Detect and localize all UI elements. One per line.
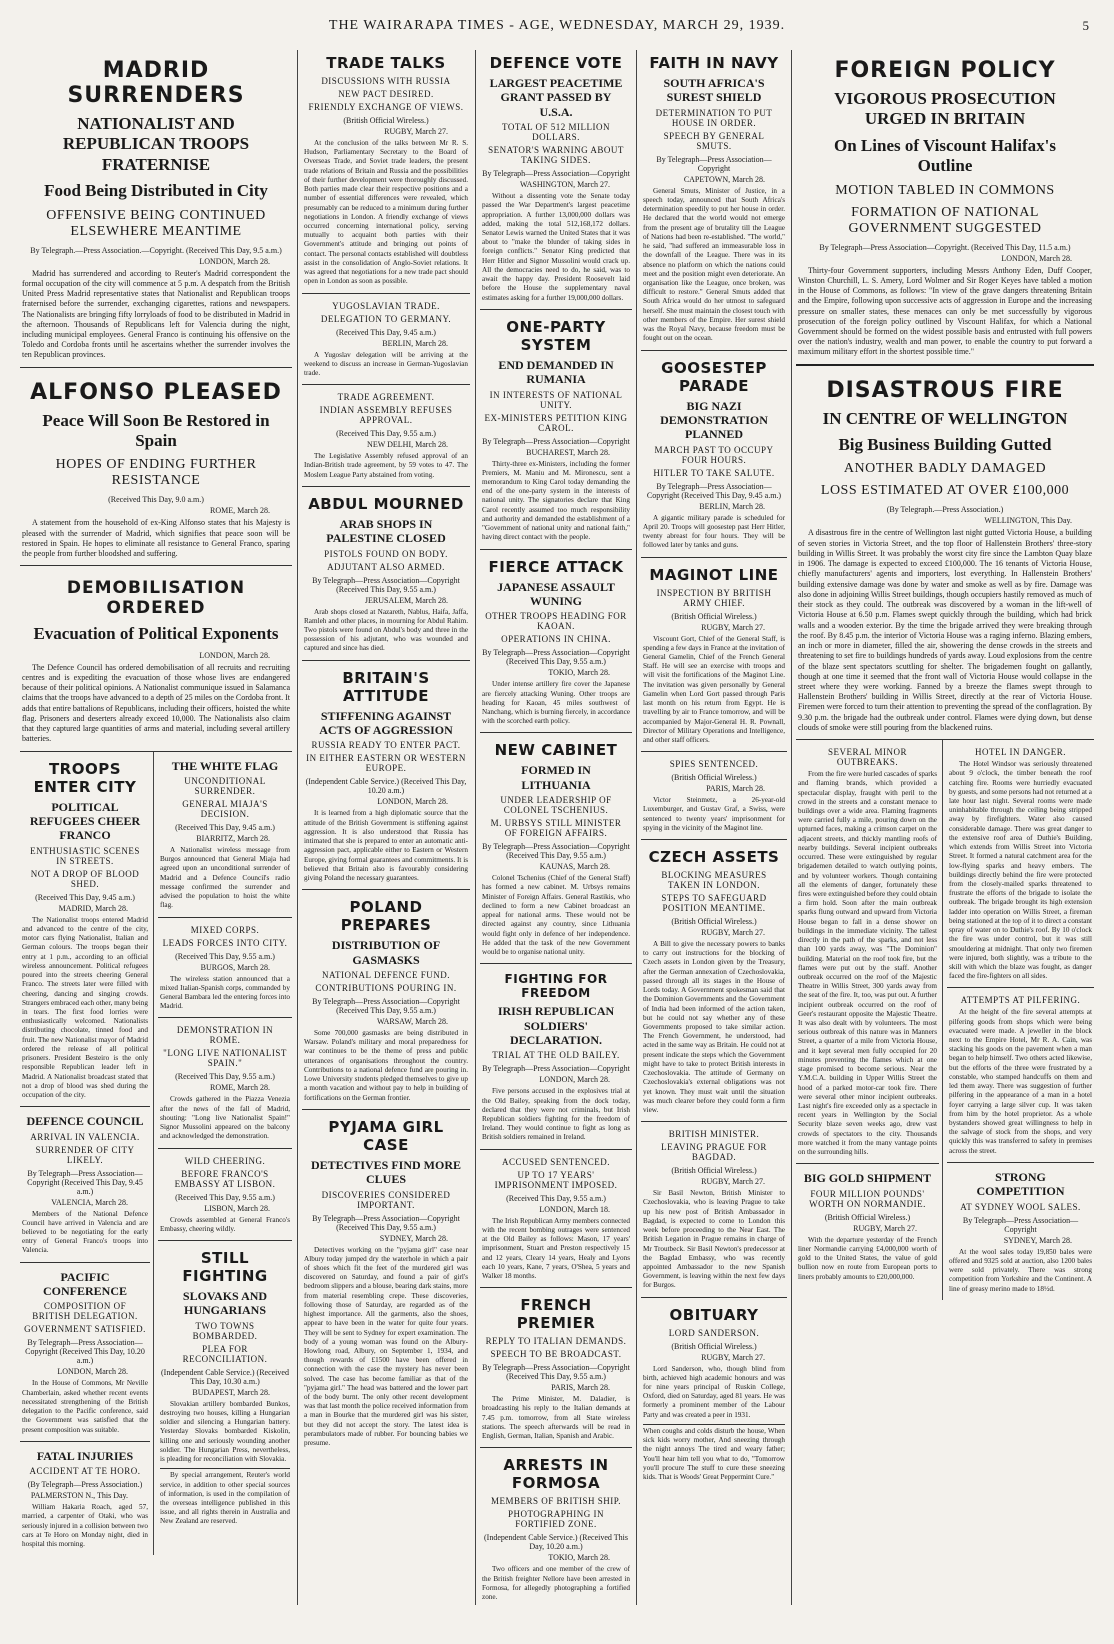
wire-credit: By Telegraph—Press Association—Copyright (Received This Day, 9.55 a.m.) [482, 1363, 630, 1382]
article-body: Crowds assembled at General Franco's Embassy, cheering wildly. [160, 1215, 290, 1233]
deck: YUGOSLAVIAN TRADE. [332, 300, 440, 311]
dateline: WELLINGTON, This Day. [984, 516, 1072, 526]
article-hotel-in-danger [947, 740, 1094, 987]
article-fighting-for-freedom [480, 963, 632, 1148]
wire-credit: By Telegraph—Press Association—Copyright (Received This Day, 10.20 a.m.) [25, 1338, 145, 1366]
headline: ABDUL MOURNED [308, 494, 464, 513]
sub-column-left [20, 752, 154, 1556]
deck: ANOTHER BADLY DAMAGED [843, 461, 1047, 477]
article-maginot-line [641, 557, 787, 752]
article-body: William Hakaria Roach, aged 57, married, a carpenter of Otaki, who was seriously injured in a collision between two cars at Te Horo on Monday night, died in hospital this morning. [22, 1503, 148, 1549]
sub-column-right [943, 740, 1094, 1300]
dateline: BIARRITZ, March 28. [196, 834, 270, 844]
headline: FAITH IN NAVY [649, 54, 779, 72]
subheadline: IRISH REPUBLICAN SOLDIERS' DECLARATION. [497, 1004, 615, 1047]
wire-credit: (Received This Day, 9.55 a.m.) [336, 429, 436, 439]
deck: MARCH PAST TO OCCUPY FOUR HOURS. [654, 444, 774, 465]
article-still-fighting [158, 1240, 292, 1533]
article-body: A gigantic military parade is scheduled for April 20. Troops will goosestep past Herr Hitler, twenty abreast for four hours. They will be followed later by tanks and guns. [643, 513, 785, 550]
headline: OBITUARY [669, 1305, 759, 1324]
deck: ATTEMPTS AT PILFERING. [960, 995, 1081, 1006]
wire-credit: By Telegraph—Press Association—Copyright. (Received This Day, 11.5 a.m.) [819, 242, 1071, 252]
article-arrests-formosa [480, 1447, 632, 1608]
headline: STILL FIGHTING [182, 1248, 268, 1285]
wire-credit: (Received This Day, 9.45 a.m.) [336, 327, 436, 337]
article-body: General Smuts, Minister of Justice, in a speech today, announced that South Africa's determination speedily to put her house in order. He declared that the world would not emerge from the present age of brutality till the League of Nations had been re-established. "The world," he said, "had suffered an immeasurable loss in the downfall of the League. There was in its absence no platform on which the nations could meet and the position might even deteriorate. An organisation like the League, once broken, was difficult to restore." General Smuts added that South Africa would do her utmost to safeguard herself. She must maintain the closest touch with other members of the Empire. Her surest shield was the Royal Navy, because freedom must be fought out on the ocean. [643, 186, 785, 343]
subheadline: SLOVAKS AND HUNGARIANS [182, 1288, 268, 1318]
deck: RUSSIA READY TO ENTER PACT. [311, 740, 461, 751]
deck: ACCIDENT AT TE HORO. [29, 1466, 141, 1477]
dateline: NEW DELHI, March 28. [367, 440, 448, 450]
wire-credit: (Independent Cable Service.) (Received This Day, 10.20 a.m.) [483, 1533, 629, 1552]
article-body: The wireless station announced that a mixed Italian-Spanish corps, commanded by General Bambara led the entering forces into Madrid. [160, 974, 290, 1011]
article-body: Some 700,000 gasmasks are being distributed in Warsaw. Poland's military and moral preparedness for war continues to be the theme of press and public utterances of organisations throughout the country. Contributions to a national defence fund are pouring in. Lowe University students pledged themselves to give up a month vacation and without pay to help in building of fortifications on the German frontier. [304, 1029, 468, 1102]
wire-credit: (British Official Wireless.) [671, 917, 757, 927]
headline: FOREIGN POLICY [834, 58, 1056, 83]
headline: NEW CABINET [494, 741, 618, 760]
article-french-premier [480, 1287, 632, 1447]
headline: MAGINOT LINE [649, 565, 779, 584]
article-body: Members of the National Defence Council have arrived in Valencia and are believed to be negotiating for the early entry of General Franco's troops into Valencia. [22, 1209, 148, 1255]
column-rule [636, 50, 637, 1605]
wire-credit: (Received This Day, 9.55 a.m.) [175, 1072, 275, 1082]
article-accused-sentenced [480, 1149, 632, 1288]
deck: FRIENDLY EXCHANGE OF VIEWS. [308, 102, 464, 112]
subheadline: ARAB SHOPS IN PALESTINE CLOSED [326, 516, 446, 546]
headline: CZECH ASSETS [648, 848, 780, 867]
headline: TROOPS ENTER CITY [33, 759, 137, 796]
deck: UNCONDITIONAL SURRENDER. [184, 776, 266, 797]
column-rule [791, 50, 792, 1605]
wire-credit: By Telegraph.—Press Association.—Copyright. (Received This Day, 9.5 a.m.) [30, 245, 282, 255]
article-britains-attitude [302, 660, 470, 890]
deck: DISCUSSIONS WITH RUSSIA [321, 76, 451, 86]
article-trade-talks [302, 46, 470, 293]
column-rule [475, 50, 476, 1605]
dateline: LONDON, March 18. [539, 1204, 610, 1214]
deck: ADJUTANT ALSO ARMED. [327, 561, 445, 572]
headline: DISASTROUS FIRE [826, 377, 1064, 403]
column-4 [641, 46, 787, 1626]
article-body: A Yugoslav delegation will be arriving at the weekend to discuss an increase in German-Yugoslavian trade. [304, 350, 468, 377]
subheadline: DISTRIBUTION OF GASMASKS [331, 938, 441, 967]
article-mixed-corps [158, 917, 292, 1018]
dateline: RUGBY, March 27. [701, 622, 765, 632]
article-body: With the departure yesterday of the French liner Normandie carrying £4,000,000 worth of gold to the United States, the value of gold bullion now en route from European ports to liners probably amounts to £20,000,000. [798, 1235, 937, 1281]
wire-credit: By Telegraph—Press Association—Copyright (Received This Day, 9.55 a.m.) [312, 997, 460, 1015]
article-body: In the House of Commons, Mr Neville Chamberlain, asked whether recent events necessitated strengthening of the British delegation to the Pacific conference, said the Government was satisfied that the present composition was suitable. [22, 1379, 148, 1434]
article-new-cabinet [480, 732, 632, 963]
article-body: Five persons accused in the explosives trial at the Old Bailey, speaking from the dock today, declared that they were not criminals, but Irish Republican soldiers fighting for the freedom of Ireland. They would continue to fight as long as British soldiers remained in Ireland. [482, 1087, 630, 1142]
article-demonstration-rome [158, 1017, 292, 1147]
article-body: Under intense artillery fire cover the Japanese are fiercely attacking Wuning. Other troops are heading for Kaoan, 45 miles southwest of Nanchang, which is burning fiercely, in accordance with the scorched earth policy. [482, 680, 630, 726]
subheadline: On Lines of Viscount Halifax's Outline [834, 135, 1056, 176]
article-body: Colonel Tschenius (Chief of the General Staff) has formed a new cabinet. M. Urbsys remains Minister of Foreign Affairs. General Rastikis, who declined to form a new Cabinet broadcast an appeal for national arms. These would not be directed against any country, since Lithuania would fight only in defence of her independence. He added that the task of the new Government would be to organise national unity. [482, 874, 630, 956]
article-body: Arab shops closed at Nazareth, Nablus, Haifa, Jaffa, Ramleh and other places, in mourning for Abdul Rahim. Two pistols were found on Abdul's body and three in the possession of his adjutant, who was wounded and captured and since has died. [304, 607, 468, 653]
deck: TWO TOWNS BOMBARDED. [192, 1320, 258, 1341]
deck: DETERMINATION TO PUT HOUSE IN ORDER. [655, 107, 773, 128]
wire-credit: By Telegraph—Press Association—Copyright [656, 154, 772, 173]
dateline: SYDNEY, March 28. [379, 1233, 448, 1243]
wire-credit: (British Official Wireless.) [671, 1166, 757, 1176]
deck: IN INTERESTS OF NATIONAL UNITY. [489, 389, 623, 410]
article-body: Thirty-three ex-Ministers, including the former Premiers, M. Maniu and M. Mironescu, sent a memorandum to King Carol today demanding the end of the one-party system in the interests of national unity. The signatories declare that King Carol recently assumed too much responsibility and authority and demanded the establishment of a "Government of national unity and national faith," having direct contact with the people. [482, 459, 630, 542]
column-1 [20, 46, 292, 1626]
wire-credit: (British Official Wireless.) [671, 773, 757, 783]
article-pyjama-girl-case [302, 1109, 470, 1455]
article-body: At the wool sales today 19,850 bales were offered and 9325 sold at auction, also 1200 bales were sold privately. There was strong competition from Yorkshire and the Continent. A line of greasy merino made to 18½d. [949, 1247, 1092, 1293]
deck: AT SYDNEY WOOL SALES. [960, 1201, 1081, 1212]
dateline: KAUNAS, March 28. [539, 862, 610, 872]
deck: PHOTOGRAPHING IN FORTIFIED ZONE. [507, 1509, 605, 1530]
deck: LOSS ESTIMATED AT OVER £100,000 [820, 483, 1070, 499]
dateline: RUGBY, March 27. [384, 127, 448, 136]
article-body: Slovakian artillery bombarded Bunkos, destroying two houses, killing a Hungarian soldier and silencing a Hungarian battery. Yesterday Slovaks bombarded Kiskolin, killing one and seriously wounding another soldier. The Hungarian Press, nevertheless, is pleading for reconciliation with Slovakia. [160, 1399, 290, 1464]
article-body: The Prime Minister, M. Daladier, is broadcasting his reply to the Italian demands at 7.45 p.m. tomorrow, from all State wireless stations. The speech afterwards will be read in English, German, Italian, Spanish and Arabic. [482, 1395, 630, 1441]
article-body: The Irish Republican Army members connected with the recent bombing outrages were sentenced at the Old Bailey as follows: Mason, 17 years' imprisonment, Stuart and Preston respectively 15 and 12 years, Cleary 14 years, Healy and Lyons each 10 years, Kane, 7 years, O'Shea, 5 years and Walker 18 months. [482, 1216, 630, 1280]
wire-credit: (British Official Wireless.) [824, 1212, 911, 1222]
deck: TOTAL OF 512 MILLION DOLLARS. [501, 122, 611, 143]
dateline: ROME, March 28. [210, 1083, 270, 1093]
deck: BEFORE FRANCO'S EMBASSY AT LISBON. [174, 1168, 276, 1189]
column-5 [796, 46, 1094, 1626]
headline: BIG GOLD SHIPMENT [803, 1171, 932, 1186]
headline: PACIFIC CONFERENCE [42, 1269, 127, 1299]
sub-column-right [154, 752, 292, 1556]
dateline: RUGBY, March 27. [853, 1223, 917, 1233]
dateline: SYDNEY, March 28. [1003, 1235, 1072, 1245]
dateline: RUGBY, March 27. [701, 1352, 765, 1362]
subheadline: STIFFENING AGAINST ACTS OF AGGRESSION [319, 708, 453, 738]
dateline: PARIS, March 28. [551, 1383, 610, 1393]
subheadline: Big Business Building Gutted [838, 435, 1052, 455]
subheadline: DETECTIVES FIND MORE CLUES [310, 1157, 462, 1187]
masthead [20, 18, 1094, 44]
dateline: LONDON, March 28. [199, 256, 270, 266]
sub-column-left [796, 740, 943, 1300]
copyright-note: By special arrangement, Reuter's world service, in addition to other special sources of information, is used in the compilation of the overseas intelligence published in this issue, and all rights therein in Australia and New Zealand are reserved. [160, 1468, 290, 1526]
article-body: The Legislative Assembly refused approval of an Indian-British trade agreement, by 59 votes to 47. The Moslem League Party abstained from voting. [304, 452, 468, 479]
deck: MEMBERS OF BRITISH SHIP. [490, 1496, 622, 1507]
dateline: JERUSALEM, March 28. [364, 595, 448, 605]
article-one-party-system [480, 309, 632, 549]
wire-credit: (British Official Wireless.) [671, 1341, 757, 1351]
wire-credit: By Telegraph—Press Association—Copyright (Received This Day, 9.45 a.m.) [646, 481, 782, 500]
wire-credit: (Independent Cable Service.) (Received This Day, 10.20 a.m.) [305, 777, 467, 796]
article-poland-prepares [302, 889, 470, 1109]
article-body: At the height of the fire several attempts at pilfering goods from shops which were being evacuated were made. A jeweller in the block next to the Empire Hotel, Mr R. A. Cain, was stacking his goods on the pavement when a man began to help himself. Two others acted likewise, but the efforts of the three were frustrated by a constable, who stamped handcuffs on them and led them away. There was suggestion of further pilfering in the appearance of a man in a hotel foyer carrying a large silver cup. It was taken from him by the hotel proprietor. As a whole bystanders showed great willingness to help in the salvage of stock from the shops, and very quickly this was transferred to safety in premises across the street. [949, 1008, 1092, 1155]
dateline: VALENCIA, March 28. [51, 1197, 128, 1207]
deck: OPERATIONS IN CHINA. [501, 634, 611, 645]
headline: POLAND PREPARES [340, 898, 432, 935]
deck: REPLY TO ITALIAN DEMANDS. [485, 1336, 627, 1347]
deck: GOVERNMENT SATISFIED. [24, 1324, 146, 1335]
dateline: LONDON, March 28. [1001, 253, 1072, 263]
wire-credit: By Telegraph—Press Association—Copyright [962, 1215, 1079, 1234]
wire-credit: (By Telegraph.—Press Association.) [886, 505, 1004, 515]
subheadline: JAPANESE ASSAULT WUNING [497, 579, 615, 608]
article-minor-outbreaks [796, 740, 939, 1163]
headline: DEFENCE VOTE [489, 54, 623, 72]
deck: EX-MINISTERS PETITION KING CAROL. [484, 412, 628, 433]
article-czech-assets [641, 839, 787, 1121]
masthead-title: THE WAIRARAPA TIMES - AGE, WEDNESDAY, MARCH 29, 1939. [328, 18, 786, 33]
deck: SPIES SENTENCED. [669, 759, 759, 770]
wire-credit: (Received This Day, 9.55 a.m.) [506, 1193, 606, 1203]
article-defence-vote [480, 46, 632, 309]
wire-credit: (British Official Wireless.) [343, 116, 429, 125]
subheadline: NATIONALIST AND REPUBLICAN TROOPS FRATERNISE [62, 114, 250, 174]
dateline: ROME, March 28. [210, 506, 270, 516]
advertisement-verse: When coughs and colds disturb the house, When sick kids worry mother, And sneezing through the night annoys The tired and weary father; You'll hear him tell you what to do, "Tomorrow you'll procure The stuff to cure these sneezing kids. That is Woods' Great Peppermint Cure." [643, 1424, 785, 1482]
deck: LORD SANDERSON. [668, 1327, 760, 1338]
dateline: BERLIN, March 28. [699, 501, 765, 511]
headline: FIGHTING FOR FREEDOM [504, 972, 608, 1001]
dateline: TOKIO, March 28. [548, 668, 610, 678]
deck: MOTION TABLED IN COMMONS [835, 182, 1055, 198]
deck: HITLER TO TAKE SALUTE. [653, 467, 775, 478]
article-body: It is learned from a high diplomatic source that the attitude of the British Government is stiffening against aggression. It is also understood that Russia has intimated that she is prepared to enter an automatic anti-aggression pact, applicable either to Eastern or Western Europe, giving formal guarantees and commitments. It is believed that Britain also is favourably considering giving Poland the necessary guarantees. [304, 809, 468, 882]
dateline: BERLIN, March 28. [382, 338, 448, 348]
dateline: BUDAPEST, March 28. [192, 1387, 270, 1397]
subheadline: SOUTH AFRICA'S SUREST SHIELD [663, 76, 765, 105]
article-body: The Nationalist troops entered Madrid and advanced to the centre of the city, motor cars flying Nationalist, Italian and German colours. The troops began their entry at 1 p.m., according to an official wireless announcement. Political refugees poured into the streets cheering General Franco. The streets later were filled with cheering, dancing and singing crowds. Strangers embraced each other, many being in tears. The first food lorries were enthusiastically welcomed. Nationalists distributing chocolate, tinned food and fruit. The new Nationalist mayor of Madrid ordered the release of all political prisoners. President Besteiro is the only responsible Republican leader left in Madrid. A Nationalist broadcast stated that not a drop of blood was shed during the occupation of the city. [22, 915, 148, 1099]
deck: SEVERAL MINOR OUTBREAKS. [828, 747, 907, 768]
article-body: Viscount Gort, Chief of the General Staff, is spending a few days in France at the invitation of General Gamelin, Chief of the French General Staff. He will see an exercise with troops and will visit the fortifications of the Maginot Line. The invitation was given personally by General Gamelin when Lord Gort passed through Paris last month on his return from Egypt. He is travelling by air to France tomorrow, and will be accompanied by Major-General H. R. Pownall, Director of Military Operations and Intelligence, and other staff officers. [643, 634, 785, 744]
deck: PISTOLS FOUND ON BODY. [324, 548, 448, 559]
deck: "LONG LIVE NATIONALIST SPAIN." [163, 1048, 287, 1069]
dateline: LONDON, March 28. [57, 1367, 128, 1377]
wire-credit: (Received This Day, 9.0 a.m.) [108, 495, 204, 505]
article-body: A Bill to give the necessary powers to banks to carry out instructions for the blocking of Czech assets in London given by the Treasury, after the German annexation of Czechoslovakia, passed through all its stages in the House of Lords today. A Government spokesman said that the Dominion Governments and the Government of India had been informed of the action taken, but he could not say whether any of these Governments proposed to take similar action. The French Government, he understood, had acted in the same way as Britain. He could not at present indicate the steps which the Government might have to take to protect British interests in Czechoslovakia. The attitude of Germany on Czechoslovakia's external obligations was not yet known. They must wait until the situation was much clearer before they could form a firm view. [643, 940, 785, 1114]
wire-credit: By Telegraph—Press Association—Copyright (Received This Day, 9.55 a.m.) [312, 1213, 460, 1232]
dateline: BURGOS, March 28. [200, 962, 270, 972]
wire-credit: (British Official Wireless.) [671, 611, 757, 621]
subheadline: FORMED IN LITHUANIA [521, 763, 591, 792]
headline: STRONG COMPETITION [976, 1169, 1065, 1199]
headline: ALFONSO PLEASED [30, 379, 282, 405]
article-white-flag [158, 752, 292, 917]
deck: DEMONSTRATION IN ROME. [176, 1025, 274, 1046]
headline: ONE-PARTY SYSTEM [506, 317, 606, 354]
article-pacific-conference [20, 1262, 150, 1441]
article-body: Lord Sanderson, who, though blind from birth, achieved high academic honours and was for nine years principal of Ruskin College, Oxford, died on Saturday, aged 81 years. He was formerly a prominent member of the Labour Party and was created a peer in 1931. [643, 1364, 785, 1419]
wire-credit: By Telegraph—Press Association—Copyright (Received This Day, 9.55 a.m.) [482, 842, 630, 861]
dateline: LONDON, March 28. [199, 650, 270, 660]
article-fierce-attack [480, 549, 632, 733]
deck: ENTHUSIASTIC SCENES IN STREETS. [30, 845, 140, 866]
deck: DISCOVERIES CONSIDERED IMPORTANT. [321, 1189, 451, 1210]
wire-credit: (Received This Day, 9.55 a.m.) [175, 951, 275, 961]
deck: DELEGATION TO GERMANY. [320, 313, 452, 324]
deck: HOPES OF ENDING FURTHER RESISTANCE [55, 457, 257, 489]
deck: IN EITHER EASTERN OR WESTERN EUROPE. [306, 753, 466, 774]
dateline: LONDON, March 28. [377, 797, 448, 807]
deck: OTHER TROOPS HEADING FOR KAOAN. [485, 611, 627, 632]
column-rule [297, 50, 298, 1605]
wire-credit: By Telegraph—Press Association—Copyright (Received This Day, 9.55 a.m.) [312, 575, 460, 594]
article-body: Crowds gathered in the Piazza Venezia after the news of the fall of Madrid, shouting: "Long live Nationalist Spain!" Signor Mussolini appeared on the balcony and acknowledged the demonstration. [160, 1095, 290, 1141]
article-body: Madrid has surrendered and according to Reuter's Madrid correspondent the formal occupation of the city will commence at 5 p.m. A despatch from the British United Press Madrid representative states that Nationalist and Republican troops fraternised before the surrender, exchanging cigarettes, rations and newspapers. The Nationalists are bringing fifty lorryloads of food to be distributed in Madrid in the afternoon. Thousands of Republicans left for Valencia during the night, including municipal employees. General Franco is continuing his offensive on the Toledo and Cordoba fronts until he ascertains whether the surrender involves the ten Republican provinces. [22, 268, 290, 360]
headline: BRITAIN'S ATTITUDE [342, 668, 430, 705]
article-faith-in-navy [641, 46, 787, 350]
subheadline: BIG NAZI DEMONSTRATION PLANNED [660, 398, 768, 442]
deck: MIXED CORPS. [190, 924, 260, 935]
subheadline: VIGOROUS PROSECUTION URGED IN BRITAIN [834, 89, 1056, 129]
deck: TRADE AGREEMENT. [337, 392, 435, 403]
headline: FATAL INJURIES [36, 1448, 134, 1463]
article-madrid-surrenders [20, 46, 292, 367]
dateline: WARSAW, March 28. [376, 1017, 448, 1026]
deck: BLOCKING MEASURES TAKEN IN LONDON. [661, 870, 767, 891]
deck: TRIAL AT THE OLD BAILEY. [492, 1050, 620, 1061]
deck: NOT A DROP OF BLOOD SHED. [30, 868, 140, 889]
deck: STEPS TO SAFEGUARD POSITION MEANTIME. [661, 893, 767, 914]
deck: LEADS FORCES INTO CITY. [162, 937, 288, 948]
deck: SENATOR'S WARNING ABOUT TAKING SIDES. [488, 145, 624, 166]
article-demobilisation [20, 565, 292, 750]
deck: ACCUSED SENTENCED. [501, 1156, 610, 1167]
dateline: CAPETOWN, March 28. [683, 174, 765, 184]
deck: WILD CHEERING. [184, 1155, 266, 1166]
deck: CONTRIBUTIONS POURING IN. [315, 983, 457, 993]
dateline: MADRID, March 28. [58, 903, 128, 913]
article-fatal-injuries [20, 1441, 150, 1555]
subheadline: LARGEST PEACETIME GRANT PASSED BY U.S.A. [489, 76, 623, 119]
dateline: PALMERSTON N., This Day. [30, 1491, 128, 1501]
deck: INSPECTION BY BRITISH ARMY CHIEF. [656, 587, 772, 608]
article-british-minister [641, 1121, 787, 1296]
article-troops-enter-city [20, 752, 150, 1107]
column-3 [480, 46, 632, 1626]
subheadline: Evacuation of Political Exponents [33, 624, 279, 644]
article-body: The Defence Council has ordered demobilisation of all recruits and recruiting centres and is expediting the evacuation of those whose lives are endangered because of their political opinions. A Nationalist communique issued in Salamanca claims that the troops have advanced to a depth of 25 miles on the Cordoba front. It adds that entire battalions of Republicans, including their officers, hoisted the white flag. Prisoners and deserters already exceed 10,000. The Nationalists also claim that they captured large quantities of arms and material, including several artillery batteries. [22, 662, 291, 744]
subheadline: IN CENTRE OF WELLINGTON [822, 408, 1068, 428]
article-obituary [641, 1297, 787, 1489]
article-body: Victor Steinmetz, a 26-year-old Luxemburger, and Gustav Graf, a Swiss, were sentenced to twenty years' imprisonment for spying in the vicinity of the Maginot line. [643, 796, 785, 832]
headline: FRENCH PREMIER [516, 1296, 596, 1333]
article-body: A disastrous fire in the centre of Wellington last night gutted Victoria House, a building of seven stories in Victoria Street, and the top floor of Hallenstein Brothers' three-story building in Willis Street. It was probably the worst city fire since the Lambton Quay blaze in 1906. The damage is expected to exceed £100,000. The 16 tenants of Victoria House, chiefly manufacturers' agents and importers, lost everything. In Hallenstein Brothers' building extensive damage was done by water and smoke as well as by fire. Damage was also done in adjoining Willis Street buildings, though occupiers hastily removed as much of their stock as they could. The outbreak was discovered by a woman in the lift-well of Victoria House at 6.50 p.m. Flames swept quickly through the building, which had brick walls and a wooden exterior. By the time the brigade arrived they were breaking through the roof. By 8.45 p.m. the interior of Victoria House was a raging inferno. Blazing embers, an inch or more in diameter, filled the air, showering the dense crowds in the streets and threatening to set fire to buildings hundreds of yards away. Loud explosions from the centre of the blaze sent spectators scuttling for shelter. The brigademen fought on gallantly, though at one time it seemed that the front wall of Victoria House would collapse in the street where they were working. Fanned by a breeze the flames swept through to Hallenstein Brothers' building in Willis Street, directly at the rear of Victoria House. Firemen were forced to turn their attention to preventing the spread of the conflagration. By 9.30 p.m. the brigade had the outbreak under control. Flames were dying down, but dense clouds of smoke were still pouring from the blackened ruins. [798, 528, 1092, 732]
wire-credit: By Telegraph—Press Association—Copyright [482, 436, 630, 446]
wire-credit: By Telegraph—Press Association—Copyright (Received This Day, 9.45 a.m.) [27, 1168, 143, 1196]
deck: UP TO 17 YEARS' IMPRISONMENT IMPOSED. [494, 1169, 618, 1190]
page-number: 5 [1082, 18, 1090, 33]
article-body: The Hotel Windsor was seriously threatened about 9 o'clock, the timber beneath the roof catching fire. Rooms were hurriedly evacuated by guests, and some persons had not returned at a late hour last night. Several rooms were made uninhabitable through the ceiling being stripped away by firefighters. Water also caused considerable damage. There was great danger to the extensive roof area of Duthie's Building, which extends from Willis Street into Victoria Street. It formed a natural catchment area for the low-flying sparks and heavy embers. The buildings directly behind the fire were protected from the closely-mailed sparks threatened to frustrate the efforts of the brigade to isolate the outbreak. The brigade brought its high extension ladder into operation on Willis Street, a fireman being stationed at the top of it to direct a constant spray of water on to Duthie's roof. By 10 o'clock the fire was under control, but it was still smouldering at midnight. That only two firemen were injured, both slightly, was a tribute to the skill with which the blaze was fought, as danger faced the fire-fighters on all sides. [949, 760, 1092, 981]
dateline: LONDON, March 28. [539, 1075, 610, 1085]
wire-credit: (By Telegraph—Press Association.) [27, 1480, 143, 1490]
deck: OFFENSIVE BEING CONTINUED ELSEWHERE MEANTIME [46, 207, 266, 239]
headline: MADRID SURRENDERS [67, 58, 245, 108]
deck: FORMATION OF NATIONAL GOVERNMENT SUGGESTED [848, 204, 1042, 236]
dateline: WASHINGTON, March 27. [519, 180, 610, 190]
article-body: Sir Basil Newton, British Minister to Czechoslovakia, who is leaving Prague to take up his new post of British Ambassador in Bagdad, is expected to come to London this week before proceeding to the Near East. The British Legation in Prague remains in charge of Mr Troutbeck. Sir Basil Newton's predecessor at the Bagdad Embassy, who was recently appointed Ambassador to the new Spanish Government, is leaving within the next few days for Burgos. [643, 1189, 785, 1290]
article-spies-sentenced [641, 751, 787, 839]
wire-credit: (Received This Day, 9.55 a.m.) [175, 1192, 275, 1202]
article-body: A statement from the household of ex-King Alfonso states that his Majesty is pleased with the surrender of Madrid, which signifies that peace soon will be restored in Spain. He hopes to eliminate all resistance to General Franco, sparing the people from further bloodshed and suffering. [22, 518, 290, 559]
deck: HOTEL IN DANGER. [975, 747, 1066, 758]
deck: UNDER LEADERSHIP OF COLONEL TSCHENIUS. [500, 795, 612, 816]
article-goosestep-parade [641, 350, 787, 557]
dateline: TOKIO, March 28. [548, 1553, 610, 1563]
wire-credit: (Received This Day, 9.45 a.m.) [175, 823, 275, 833]
deck: LEAVING PRAGUE FOR BAGDAD. [661, 1142, 767, 1163]
article-body: A Nationalist wireless message from Burgos announced that General Miaja had agreed upon an unconditional surrender of Madrid and a Defence Council's radio message confirmed the surrender and advised the population to hoist the white flag. [160, 846, 290, 910]
article-body: From the fire were hurled cascades of sparks and flaming brands, which provided a spectacular display, fraught with peril to the crowd in the streets and a constant menace to buildings over a wide area. Flaming fragments were carried fully a mile, pouring down on the upturned faces, making a crimson carpet on the adjacent streets, and thickly mantling roofs of nearby buildings. Several incipient outbreaks occurred. These were extinguished by regular brigademen detailed to watch outlying points, and by volunteer workers. Though containing all the elements of danger, fortunately these fires were extinguished before they could obtain a firm hold. Soon after the main outbreak sparks flung outward and upward from Victoria House began to fall in a dense shower on buildings in the immediate vicinity. The tallest directly in the path of the sparks, and not less than 100 yards away, was "The Dominion" building. Material on the roof took fire, but the flames were put out by the staff. Another outbreak occurred on the roof of the Majestic Theatre in Willis Street, 300 yards away from the seat of the fire. It, too, was put out. A further incipient outbreak occurred on the roof of Geer's restaurant opposite the Majestic Theatre. It was also dealt with by volunteers. The most serious outbreak of this nature was in Manners Street, a quarter of a mile from Victoria House, and it kept several men fully occupied for 20 minutes preventing the flames which at one stage promised to become serious. Near the Y.M.C.A. building in Upper Willis Street the hood of a parked motor-car took fire. There were several other minor incipient outbreaks. Last night's fire exceeded only as a spectacle in recent years in Wellington by the Social Security blaze seven weeks ago, drew vast crowds of spectators to the city. Thousands more watched it from the many vantage points on the surrounding hills. [798, 770, 937, 1157]
dateline: LISBON, March 28. [204, 1203, 270, 1213]
article-body: At the conclusion of the talks between Mr R. S. Hudson, Parliamentary Secretary to the Board of Overseas Trade, and Soviet trade leaders, the present trade relations of Britain and Russia and the possibilities of their further development were thoroughly discussed. Both parties made clear their respective positions and a number of essential differences were revealed, which presumably can be reduced to a minimum during further negotiations in London. A friendly exchange of views occurred concerning international policy, serving mutually to acquaint both parties with their Government's attitude and bringing out points of contact. The personal contacts established will doubtless assist in the consolidation of Anglo-Soviet relations. It was agreed that negotiations for a new trade pact should open in London as soon as possible. [304, 139, 468, 286]
article-disastrous-fire [796, 364, 1094, 739]
subheadline: POLITICAL REFUGEES CHEER FRANCO [29, 799, 141, 843]
deck: FOUR MILLION POUNDS' WORTH ON NORMANDIE. [809, 1188, 926, 1209]
wire-credit: (Independent Cable Service.) (Received This Day, 10.30 a.m.) [161, 1367, 289, 1386]
wire-credit: (Received This Day, 9.45 a.m.) [35, 892, 135, 902]
article-yugoslavian-trade [302, 293, 470, 385]
wire-credit: By Telegraph—Press Association—Copyright [482, 169, 630, 179]
article-body: Detectives working on the "pyjama girl" case near Albury today jumped dry the waterhole in which a pair of shoes which fit the feet of the murdered girl was discovered on Saturday, and found a pair of girl's bedroom slippers and a blouse, bearing dark stains, more from material resembling crepe. These discoveries, following those of Saturday, are regarded as of the highest importance. All the garments, also the shoes, appear to have been in the water for quite four years. They will be sent to Sydney for expert examination. The body of a young woman was found on the Albury-Howlong road, Albury, on September 1, 1934, and though rewards of £1500 have been offered in connection with the case the mystery has never been solved. The case has become familiar as that of the "pyjama girl." The head was battered and the lower part of the body burnt. The only other recent development was that last month the police received information from a man in Bourke that the murdered girl was his sister, but they did not accept the story. The latest idea is perambulators made of rubber. For bouncing babies we presume. [304, 1245, 468, 1448]
wire-credit: By Telegraph—Press Association—Copyright (Received This Day, 9.55 a.m.) [482, 648, 630, 667]
deck: M. URBSYS STILL MINISTER OF FOREIGN AFFAIRS. [490, 818, 622, 839]
column-2 [302, 46, 470, 1626]
headline: TRADE TALKS [326, 54, 446, 72]
deck: INDIAN ASSEMBLY REFUSES APPROVAL. [319, 405, 453, 426]
article-body: Two officers and one member of the crew of the British freighter Nellore have been arrested in Formosa, for allegedly photographing a fortified zone. [482, 1565, 630, 1601]
headline: PYJAMA GIRL CASE [328, 1117, 444, 1154]
deck: NEW PACT DESIRED. [338, 89, 434, 99]
article-big-gold-shipment [796, 1163, 939, 1287]
wire-credit: By Telegraph—Press Association—Copyright [482, 1064, 630, 1074]
subheadline: Peace Will Soon Be Restored in Spain [42, 410, 270, 451]
dateline: PARIS, March 28. [706, 784, 765, 794]
article-strong-competition [947, 1162, 1094, 1300]
subheadline: Food Being Distributed in City [44, 181, 268, 201]
headline: FIERCE ATTACK [488, 557, 624, 576]
deck: GENERAL MIAJA'S DECISION. [182, 799, 268, 820]
article-trade-agreement [302, 384, 470, 486]
deck: SPEECH TO BE BROADCAST. [490, 1349, 622, 1360]
deck: ARRIVAL IN VALENCIA. [30, 1131, 140, 1142]
deck: SPEECH BY GENERAL SMUTS. [663, 130, 765, 151]
article-abdul-mourned [302, 486, 470, 660]
deck: SURRENDER OF CITY LIKELY. [35, 1144, 135, 1165]
article-foreign-policy [796, 46, 1094, 364]
article-defence-council [20, 1106, 150, 1261]
headline: DEFENCE COUNCIL [26, 1114, 144, 1129]
article-attempts-pilfering [947, 987, 1094, 1162]
deck: NATIONAL DEFENCE FUND. [322, 970, 450, 980]
headline: ARRESTS IN FORMOSA [503, 1456, 609, 1493]
headline: DEMOBILISATION ORDERED [66, 578, 246, 619]
article-alfonso-pleased [20, 367, 292, 566]
article-wild-cheering [158, 1148, 292, 1240]
article-body: Without a dissenting vote the Senate today passed the War Department's largest peacetime appropriation. A further 13,000,000 dollars was added, making the total 512,168,172 dollars. Senator Lewis warned the United States that it was about to "make the blunder of taking sides in foreign conflicts." Senator King predicted that Herr Hitler and Signor Mussolini would crack up. All the democracies need to do, he said, was to await the happy day. President Roosevelt laid before the House the supplementary naval estimates asking for a further 19,000,000 dollars. [482, 192, 630, 302]
headline: GOOSESTEP PARADE [661, 358, 767, 395]
dateline: BUCHAREST, March 28. [526, 447, 610, 457]
dateline: RUGBY, March 27. [701, 1177, 765, 1187]
deck: BRITISH MINISTER. [668, 1129, 760, 1140]
deck: COMPOSITION OF BRITISH DELEGATION. [32, 1301, 138, 1322]
deck: PLEA FOR RECONCILIATION. [182, 1343, 268, 1364]
dateline: RUGBY, March 27. [701, 928, 765, 938]
article-body: Thirty-four Government supporters, including Messrs Anthony Eden, Duff Cooper, Winston Churchill, L. S. Amery, Lord Wolmer and Sir Roger Keyes have tabled a motion in the House of Commons, as follows: "In view of the grave dangers threatening Britain and the Empire, following upon successive acts of aggression in Europe and the increasing pressure on smaller states, these menaces can only be met successfully by vigorous prosecution of the foreign policy outlined by Viscount Halifax, for which a National Government should be formed on the widest possible basis and entrusted with full powers over the nation's industry, wealth and man power, to enable the country to put forward a maximum military effort in the shortest possible time." [798, 265, 1092, 357]
headline: THE WHITE FLAG [171, 758, 279, 773]
subheadline: END DEMANDED IN RUMANIA [498, 357, 614, 387]
